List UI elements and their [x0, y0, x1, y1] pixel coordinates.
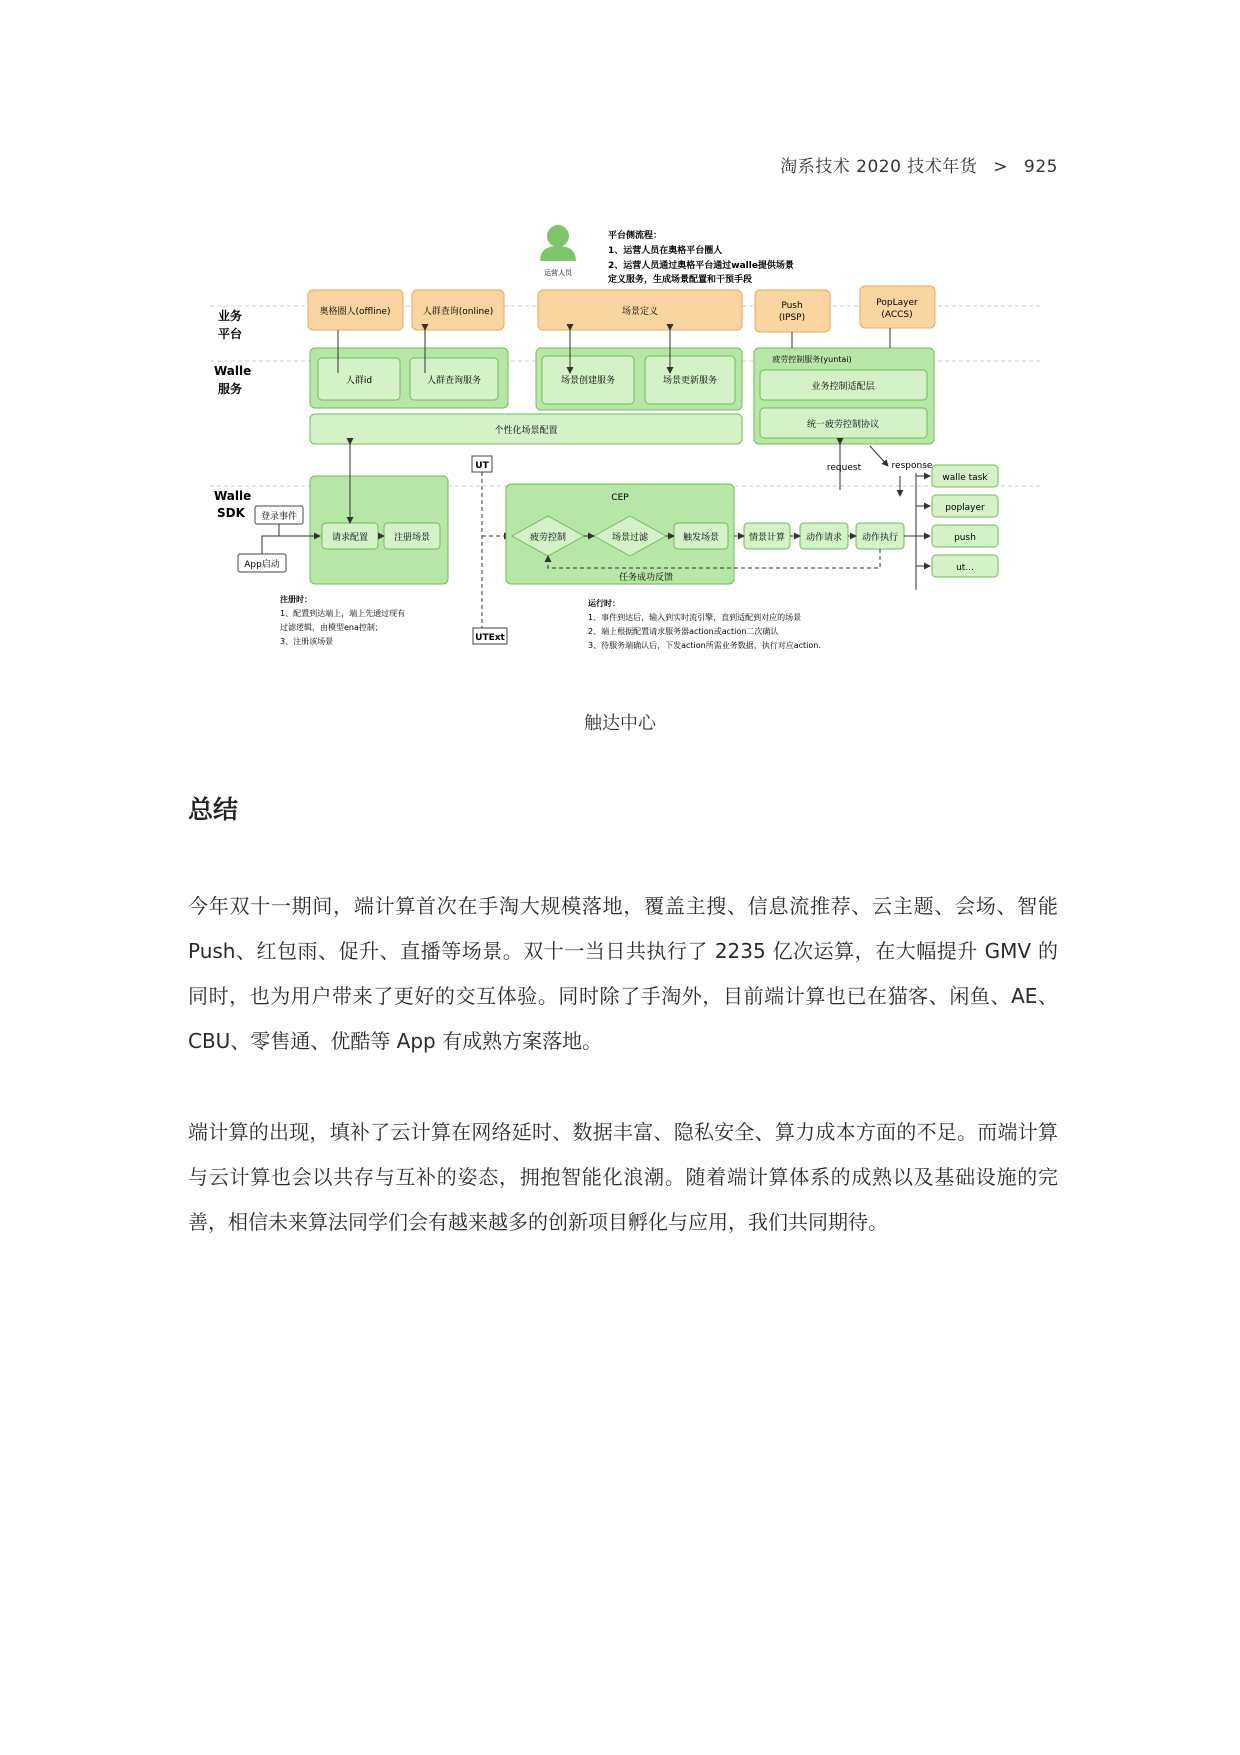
platform-flow-line: 1、运营人员在奥格平台圈人 — [608, 246, 723, 256]
figure-caption: 触达中心 — [584, 713, 656, 734]
utext-label: UTExt — [475, 633, 505, 643]
person-icon — [540, 225, 576, 261]
runtime-note-line: 3、待服务端确认后，下发action所需业务数据，执行对应action. — [588, 641, 821, 650]
layer-label-walle-service: Walle — [214, 364, 252, 378]
architecture-diagram — [200, 218, 1046, 696]
response-label: response — [891, 461, 933, 471]
aoge-offline-label: 奥格圈人(offline) — [319, 307, 391, 317]
scene-filter-label: 场景过滤 — [611, 533, 649, 543]
book-title: 淘系技术 2020 技术年货 — [780, 157, 978, 177]
walle-task-label: walle task — [942, 473, 988, 483]
push-ipsp-label: (IPSP) — [778, 313, 806, 323]
register-note-title: 注册时： — [280, 595, 312, 604]
section-title: 总结 — [188, 795, 239, 824]
scene-update-service-label: 场景更新服务 — [662, 376, 718, 386]
scene-create-service-label: 场景创建服务 — [560, 376, 616, 386]
fatigue-control-label: 疲劳控制 — [529, 533, 567, 543]
diagram-svg — [200, 218, 1046, 696]
poplayer-accs-label: (ACCS) — [881, 310, 913, 320]
request-label: request — [826, 463, 862, 473]
app-launch-label: App启动 — [244, 560, 280, 570]
unified-fatigue-label: 统一疲劳控制协议 — [806, 420, 880, 430]
operator-label: 运营人员 — [544, 269, 572, 277]
task-feedback-label: 任务成功反馈 — [618, 573, 674, 583]
platform-flow-title: 平台侧流程： — [608, 231, 663, 241]
fatigue-service-label: 疲劳控制服务(yuntai) — [772, 355, 852, 364]
platform-flow-line: 定义服务，生成场景配置和干预手段 — [608, 275, 753, 285]
layer-label-business: 平台 — [218, 327, 243, 341]
page-number: 925 — [1024, 157, 1058, 177]
page-header — [780, 152, 1058, 177]
context-compute-label: 情景计算 — [748, 533, 786, 543]
runtime-note-line: 2、端上根据配置请求服务器action或action二次确认 — [588, 627, 779, 636]
register-note-line: 1、配置到达端上，端上先通过现有 — [280, 609, 406, 618]
login-event-label: 登录事件 — [260, 512, 298, 522]
business-control-label: 业务控制适配层 — [811, 382, 875, 392]
response-line — [870, 446, 888, 466]
connector-line — [262, 536, 279, 554]
crowd-query-online-label: 人群查询(online) — [422, 307, 494, 317]
request-config-label: 请求配置 — [331, 533, 369, 543]
ut-more-label: ut... — [956, 563, 974, 573]
poplayer-target-label: poplayer — [945, 503, 985, 513]
layer-label-walle-service: 服务 — [218, 382, 243, 396]
trigger-scene-label: 触发场景 — [682, 533, 720, 543]
summary-paragraph-2: 端计算的出现，填补了云计算在网络延时、数据丰富、隐私安全、算力成本方面的不足。而端计算与云计算也会以共存与互补的姿态，拥抱智能化浪潮。随着端计算体系的成熟以及基础设施的完善，相信未来算法同学们会有越来越多的创新项目孵化与应用，我们共同期待。 — [188, 1120, 1058, 1234]
action-execute-label: 动作执行 — [861, 533, 899, 543]
runtime-note-line: 1、事件到达后，输入到实时流引擎，直到适配到对应的场景 — [588, 613, 802, 622]
register-note-line: 3、注册该场景 — [280, 637, 334, 646]
ut-label: UT — [475, 461, 489, 471]
platform-flow-line: 2、运营人员通过奥格平台通过walle提供场景 — [608, 261, 794, 271]
personalized-scene-label: 个性化场景配置 — [494, 426, 558, 436]
header-separator: > — [993, 157, 1009, 177]
register-scene-label: 注册场景 — [393, 533, 431, 543]
cep-label: CEP — [611, 493, 629, 503]
push-ipsp-label: Push — [781, 301, 803, 311]
scene-def-label: 场景定义 — [621, 307, 659, 317]
layer-label-business: 业务 — [218, 309, 243, 323]
summary-paragraph-1: 今年双十一期间，端计算首次在手淘大规模落地，覆盖主搜、信息流推荐、云主题、会场、智能 Push、红包雨、促升、直播等场景。双十一当日共执行了 2235 亿次运算，在大幅提升 GMV 的同时，也为用户带来了更好的交互体验。同时除了手淘外，目前端计算也已在猫客、闲鱼、AE、CBU、零售通、优酷等 App 有成熟方案落地。 — [188, 894, 1058, 1053]
crowd-query-service-label: 人群查询服务 — [426, 376, 482, 386]
push-ipsp-box — [755, 290, 830, 332]
layer-label-walle-sdk: Walle — [214, 489, 252, 503]
action-request-label: 动作请求 — [805, 533, 843, 543]
layer-label-walle-sdk: SDK — [217, 506, 245, 520]
push-target-label: push — [954, 533, 976, 543]
poplayer-accs-label: PopLayer — [876, 298, 918, 308]
runtime-note-title: 运行时： — [588, 599, 620, 608]
register-note-line: 过滤逻辑，由模型ena控制； — [280, 623, 383, 632]
crowd-id-label: 人群id — [345, 376, 373, 386]
